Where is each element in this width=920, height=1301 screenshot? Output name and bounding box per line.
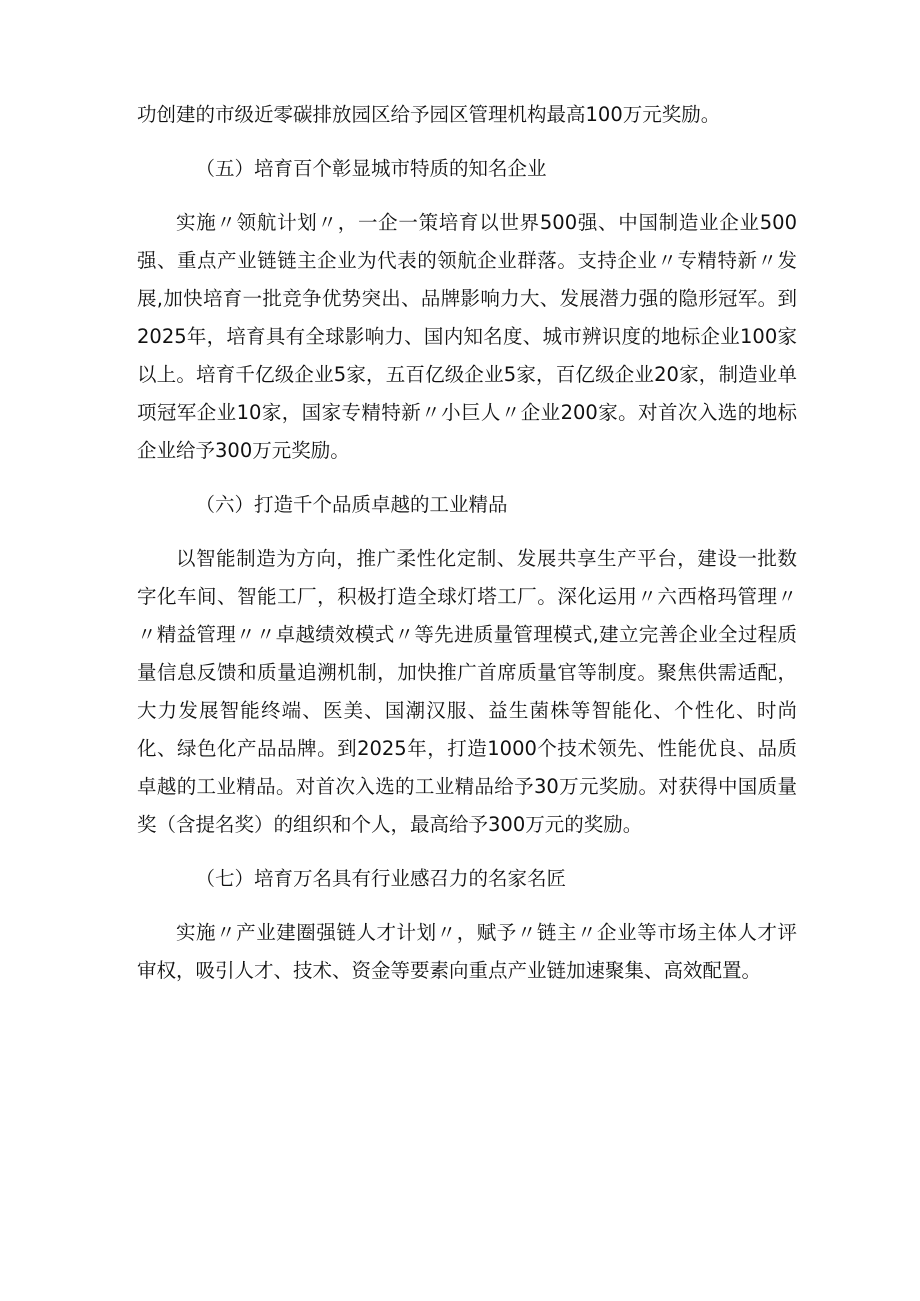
document-body [137, 96, 797, 1006]
section-paragraph-7: 实施〃产业建圈强链人才计划〃，赋予〃链主〃企业等市场主体人才评审权，吸引人才、技术、资金等要素向重点产业链加速聚集、高效配置。 [137, 921, 797, 982]
section-paragraph-6: 以智能制造为方向，推广柔性化定制、发展共享生产平台，建设一批数字化车间、智能工厂，积极打造全球灯塔工厂。深化运用〃六西格玛管理〃〃精益管理〃〃卓越绩效模式〃等先进质量管理模式,建立完善企业全过程质量信息反馈和质量追溯机制，加快推广首席质量官等制度。聚焦供需适配，大力发展智能终端、医美、国潮汉服、益生菌株等智能化、个性化、时尚化、绿色化产品品牌。到2025年，打造1000个技术领先、性能优良、品质卓越的工业精品。对首次入选的工业精品给予30万元奖励。对获得中国质量奖（含提名奖）的组织和个人，最高给予300万元的奖励。 [137, 547, 797, 836]
section-heading-6: （六）打造千个品质卓越的工业精品 [195, 493, 508, 516]
section-heading-5: （五）培育百个彰显城市特质的知名企业 [195, 157, 547, 180]
continuation-paragraph: 功创建的市级近零碳排放园区给予园区管理机构最高100万元奖励。 [137, 103, 721, 126]
section-paragraph-5: 实施〃领航计划〃，一企一策培育以世界500强、中国制造业企业500强、重点产业链链主企业为代表的领航企业群落。支持企业〃专精特新〃发展,加快培育一批竞争优势突出、品牌影响力大、发展潜力强的隐形冠军。到2025年，培育具有全球影响力、国内知名度、城市辨识度的地标企业100家以上。培育千亿级企业5家，五百亿级企业5家，百亿级企业20家，制造业单项冠军企业10家，国家专精特新〃小巨人〃企业200家。对首次入选的地标企业给予300万元奖励。 [137, 211, 797, 462]
section-heading-7: （七）培育万名具有行业感召力的名家名匠 [195, 867, 567, 890]
